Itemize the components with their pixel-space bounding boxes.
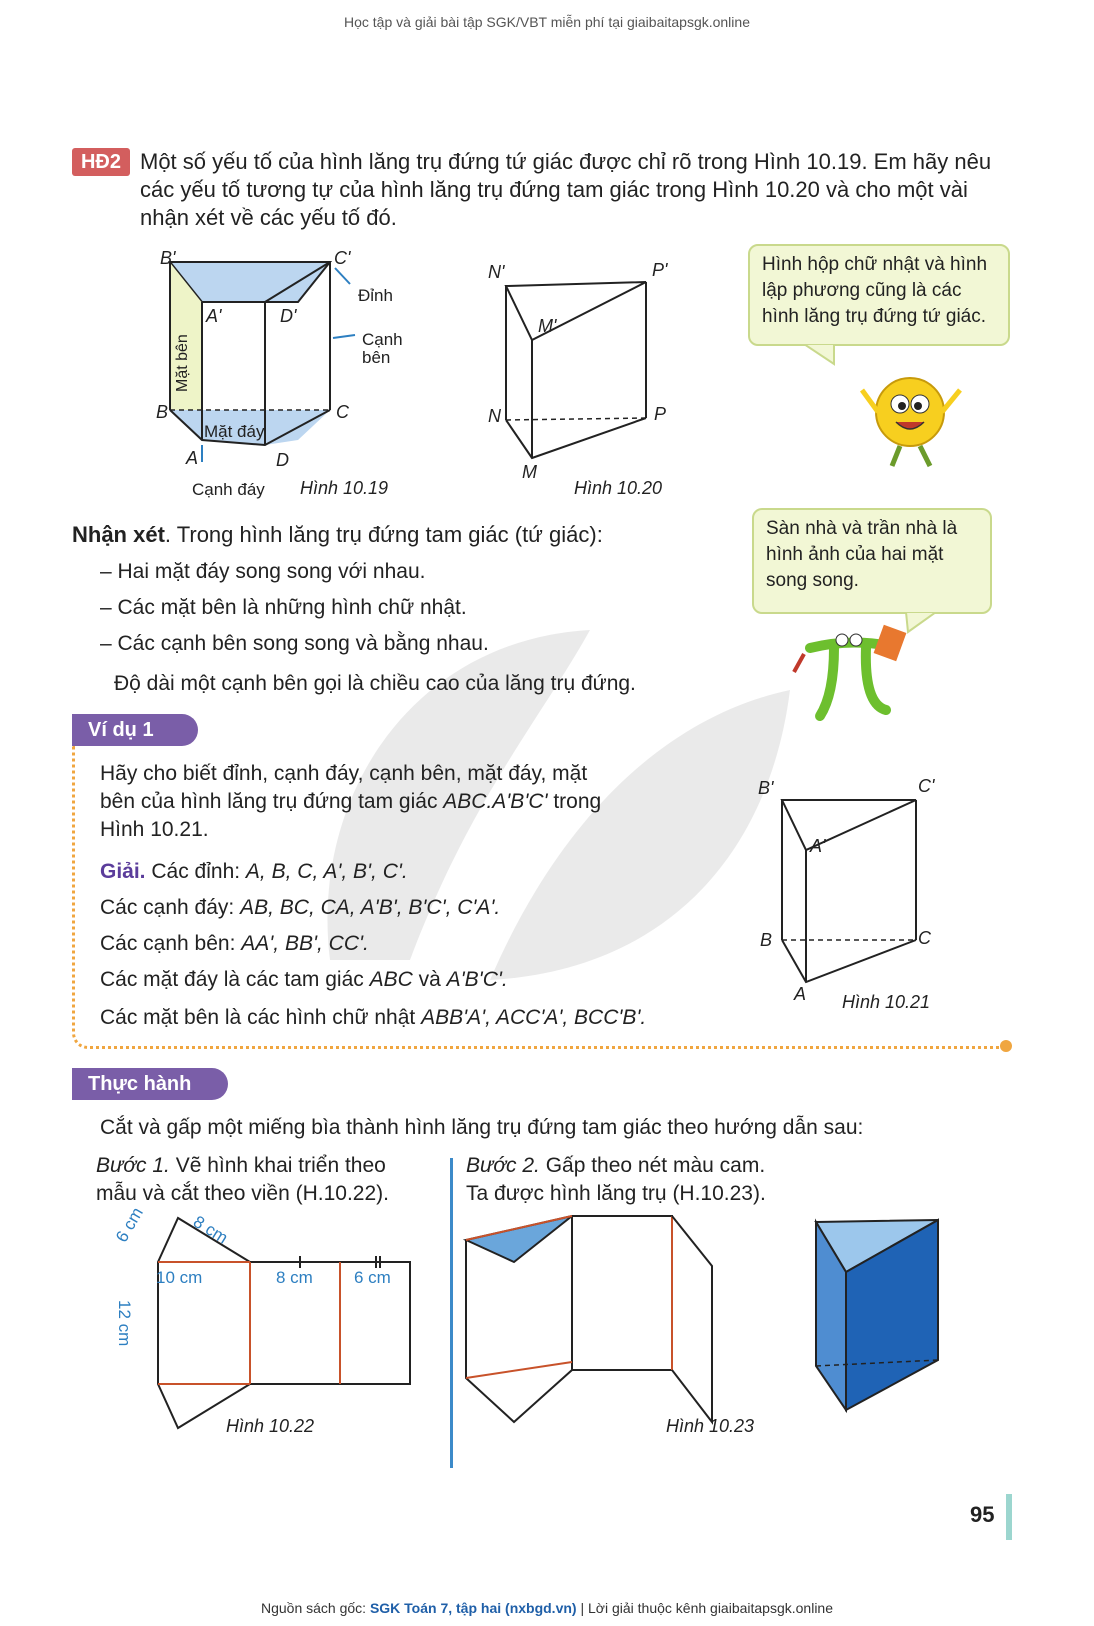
s4b: ABC — [369, 968, 413, 991]
nhan-xet-heading — [72, 522, 603, 548]
solution-line-2 — [100, 894, 500, 922]
label-mat-day: Mặt đáy — [204, 422, 265, 441]
caption-10-21: Hình 10.21 — [842, 992, 931, 1012]
nhan-xet-title: Nhận xét — [72, 522, 165, 547]
dim-10cm: 10 cm — [156, 1268, 203, 1287]
label-canh-ben-1: Cạnh — [362, 330, 403, 349]
solution-line-4 — [100, 966, 508, 994]
label-21-b1: B' — [758, 778, 774, 798]
label-m: M — [522, 462, 537, 482]
s5b: ABB'A', ACC'A', BCC'B'. — [421, 1006, 647, 1029]
label-canh-ben-2: bên — [362, 348, 391, 367]
vi-du-q2a: bên của hình lăng trụ đứng tam giác — [100, 790, 444, 813]
nhan-xet-intro: . Trong hình lăng trụ đứng tam giác (tứ giác): — [164, 522, 603, 547]
label-n: N — [488, 406, 501, 426]
s1a: Các đỉnh: — [145, 860, 246, 883]
footer-source-link[interactable]: SGK Toán 7, tập hai (nxbgd.vn) — [369, 1600, 577, 1616]
nhan-xet-item-3: – Các cạnh bên song song và bằng nhau. — [100, 632, 489, 655]
label-n1: N' — [488, 262, 505, 282]
page-number: 95 — [970, 1502, 995, 1527]
caption-10-23: Hình 10.23 — [666, 1416, 755, 1436]
caption-10-22: Hình 10.22 — [226, 1416, 315, 1436]
solution-line-1 — [100, 858, 408, 886]
label-d: D — [276, 450, 289, 470]
thuc-hanh-tag: Thực hành — [72, 1068, 228, 1100]
label-d1: D' — [280, 306, 297, 326]
solution-line-5 — [100, 1004, 646, 1032]
dim-6cm-b: 6 cm — [354, 1268, 391, 1287]
speech-bubble-1: Hình hộp chữ nhật và hình lập phương cũng là các hình lăng trụ đứng tứ giác. — [748, 244, 1010, 346]
label-21-a1: A' — [810, 836, 826, 856]
label-c1: C' — [334, 248, 351, 268]
solution-line-3 — [100, 930, 369, 958]
steps-divider — [450, 1158, 453, 1468]
label-p: P — [654, 404, 667, 424]
page-footer — [0, 1600, 1094, 1616]
caption-10-19: Hình 10.19 — [300, 478, 389, 498]
label-p1: P' — [652, 260, 668, 280]
figure-10-22 — [120, 1210, 420, 1450]
vi-du-q2c: trong — [547, 790, 602, 813]
figure-10-20 — [480, 270, 670, 470]
label-b: B — [156, 402, 169, 422]
label-b1: B' — [160, 248, 176, 268]
nhan-xet-item-2: – Các mặt bên là những hình chữ nhật. — [100, 596, 467, 619]
vi-du-q2b: ABC.A'B'C' — [443, 790, 548, 813]
footer-credit: | Lời giải thuộc kênh giaibaitapsgk.online — [576, 1600, 834, 1616]
bubble-1-tail-icon — [800, 344, 840, 366]
vi-du-1-end-dot — [1000, 1040, 1012, 1052]
label-21-c: C — [918, 928, 931, 948]
vi-du-q-line-1: Hãy cho biết đỉnh, cạnh đáy, cạnh bên, mặt đáy, mặt — [100, 762, 588, 785]
hd2-badge: HĐ2 — [72, 148, 130, 176]
step-1-line-1 — [96, 1152, 444, 1180]
label-c: C — [336, 402, 349, 422]
s4c: và — [412, 968, 447, 991]
s5a: Các mặt bên là các hình chữ nhật — [100, 1006, 422, 1029]
step-1-text-a: Vẽ hình khai triển theo — [169, 1154, 386, 1177]
pi-mascot-icon — [790, 624, 910, 724]
vi-du-q-line-2 — [100, 788, 700, 816]
figure-10-21 — [770, 790, 930, 990]
nhan-xet-height: Độ dài một cạnh bên gọi là chiều cao của lăng trụ đứng. — [114, 672, 636, 695]
vi-du-question — [100, 760, 700, 844]
step-1-label: Bước 1. — [96, 1154, 170, 1177]
label-mat-ben: Mặt bên — [174, 334, 191, 392]
step-1-text — [96, 1152, 444, 1208]
speech-bubble-2: Sàn nhà và trần nhà là hình ảnh của hai mặt song song. — [752, 508, 992, 614]
step-2-text — [466, 1152, 866, 1208]
dim-6cm: 6 cm — [112, 1204, 147, 1246]
smiley-mascot-icon — [856, 366, 966, 476]
vi-du-1-tag: Ví dụ 1 — [72, 714, 198, 746]
nhan-xet-item-1: – Hai mặt đáy song song với nhau. — [100, 560, 426, 583]
footer-source-label: Nguồn sách gốc: — [260, 1600, 370, 1616]
label-a1: A' — [206, 306, 222, 326]
dim-12cm: 12 cm — [115, 1300, 134, 1347]
label-m1: M' — [538, 316, 557, 336]
thuc-hanh-intro: Cắt và gấp một miếng bìa thành hình lăng trụ đứng tam giác theo hướng dẫn sau: — [100, 1116, 864, 1139]
s4a: Các mặt đáy là các tam giác — [100, 968, 370, 991]
s3a: Các cạnh bên: — [100, 932, 242, 955]
page-header: Học tập và giải bài tập SGK/VBT miễn phí tại giaibaitapsgk.online — [344, 14, 750, 30]
step-2-label: Bước 2. — [466, 1154, 540, 1177]
dim-8cm-b: 8 cm — [276, 1268, 313, 1287]
page-number-bar — [1006, 1494, 1012, 1540]
hd2-text: Một số yếu tố của hình lăng trụ đứng tứ giác được chỉ rõ trong Hình 10.19. Em hãy nêu các yếu tố tương tự của hình lăng trụ đứng tam giác trong Hình 10.20 và cho một vài nhận xét về các yếu tố đó. — [140, 149, 992, 230]
label-dinh: Đỉnh — [358, 286, 393, 305]
step-2-line-2: Ta được hình lăng trụ (H.10.23). — [466, 1182, 766, 1205]
label-21-a: A — [794, 984, 807, 1004]
s1b: A, B, C, A', B', C'. — [245, 860, 408, 883]
s4d: A'B'C'. — [446, 968, 508, 991]
step-1-line-2: mẫu và cắt theo viền (H.10.22). — [96, 1182, 389, 1205]
s2a: Các cạnh đáy: — [100, 896, 241, 919]
s2b: AB, BC, CA, A'B', B'C', C'A'. — [240, 896, 501, 919]
label-canh-day: Cạnh đáy — [192, 480, 265, 499]
vi-du-q-line-3: Hình 10.21. — [100, 818, 209, 841]
label-a: A — [186, 448, 199, 468]
label-21-b: B — [760, 930, 773, 950]
step-2-line-1 — [466, 1152, 866, 1180]
caption-10-20: Hình 10.20 — [574, 478, 663, 498]
giai-label: Giải. — [100, 860, 146, 883]
s3b: AA', BB', CC'. — [241, 932, 369, 955]
step-2-text-a: Gấp theo nét màu cam. — [539, 1154, 766, 1177]
dim-8cm: 8 cm — [189, 1212, 232, 1248]
figure-10-23 — [462, 1210, 952, 1440]
label-21-c1: C' — [918, 776, 935, 796]
